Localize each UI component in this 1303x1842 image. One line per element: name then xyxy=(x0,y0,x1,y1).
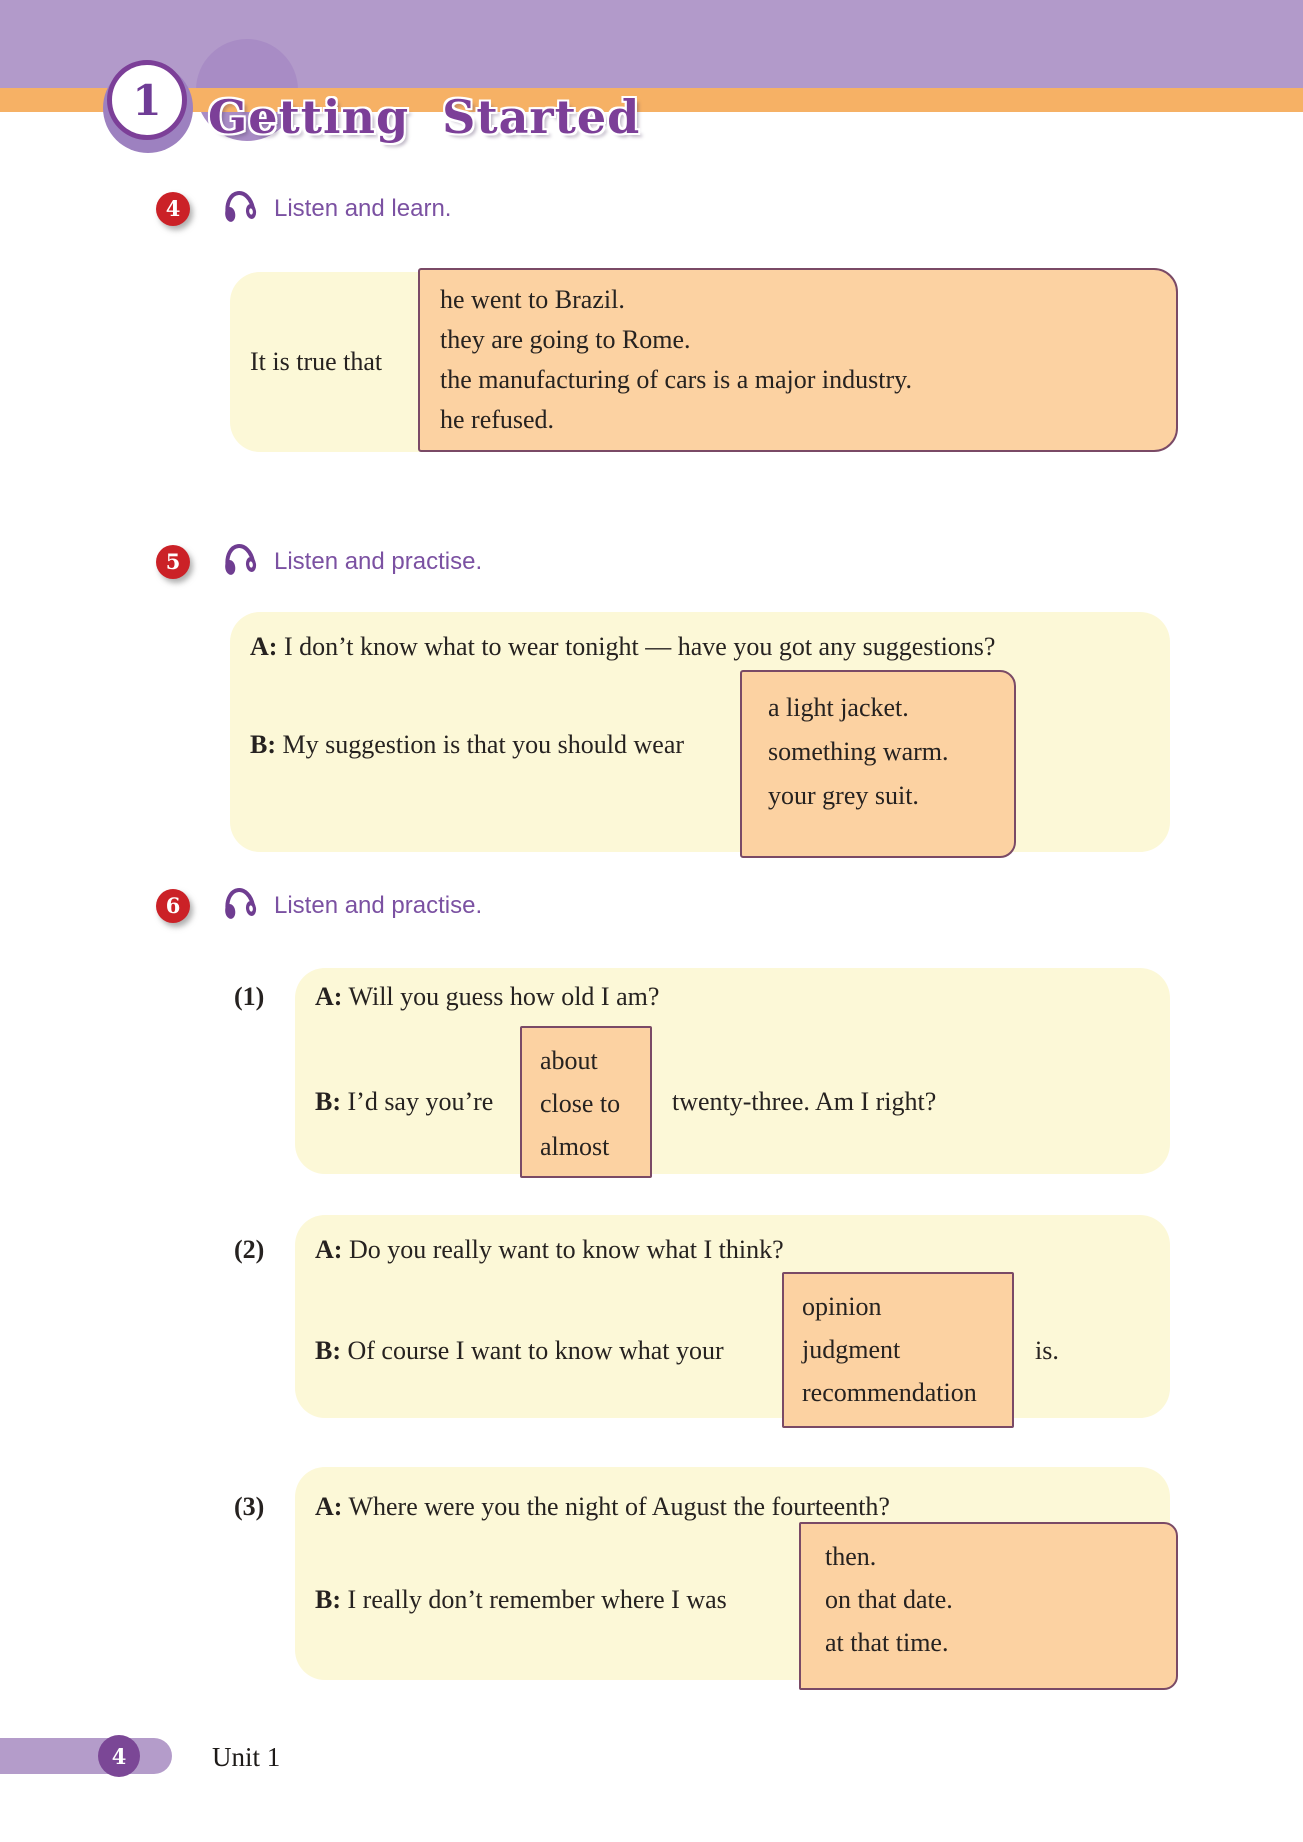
option-line: at that time. xyxy=(825,1628,949,1657)
dialogue3-a-line xyxy=(315,1492,890,1522)
headphones-icon xyxy=(220,541,261,583)
option-line: they are going to Rome. xyxy=(440,325,691,354)
dialogue-number: (2) xyxy=(234,1235,265,1264)
option-line: something warm. xyxy=(768,737,949,766)
speaker-a-label: A: xyxy=(315,1235,343,1264)
option-line: almost xyxy=(540,1132,610,1161)
option-line: about xyxy=(540,1046,598,1075)
speaker-b-label: B: xyxy=(315,1336,341,1365)
dialogue2-b-line xyxy=(315,1336,724,1366)
page-number-badge xyxy=(98,1735,140,1777)
activity5-options-box xyxy=(740,670,1016,858)
option-line: close to xyxy=(540,1089,621,1118)
speaker-b-text: My suggestion is that you should wear xyxy=(282,730,685,759)
option-line: on that date. xyxy=(825,1585,953,1614)
speaker-a-text: I don’t know what to wear tonight — have you got any suggestions? xyxy=(283,632,996,661)
section-6-header xyxy=(156,887,482,924)
header-purple-band xyxy=(0,0,1303,88)
dialogue-number: (1) xyxy=(234,982,265,1011)
option-line: your grey suit. xyxy=(768,781,919,810)
speaker-b-text: I’d say you’re xyxy=(347,1087,494,1116)
section-label: Listen and practise. xyxy=(274,891,483,919)
headphones-icon xyxy=(220,188,261,230)
dialogue1-b-line xyxy=(315,1087,493,1117)
section-number-badge xyxy=(156,545,190,579)
speaker-a-label: A: xyxy=(315,1492,343,1521)
header-orange-stripe xyxy=(0,88,1303,112)
speaker-a-text: Do you really want to know what I think? xyxy=(348,1235,784,1264)
section-5-header xyxy=(156,543,482,580)
dialogue2-options-box xyxy=(782,1272,1014,1428)
option-line: he refused. xyxy=(440,405,555,434)
activity4-options-box xyxy=(418,268,1178,452)
activity5-b-line xyxy=(250,730,684,760)
activity4-lead-text: It is true that xyxy=(250,347,383,376)
footer-unit-label: Unit 1 xyxy=(212,1742,281,1772)
section-number-badge xyxy=(156,889,190,923)
dialogue1-a-line xyxy=(315,982,659,1012)
unit-number: 1 xyxy=(132,75,162,125)
option-line: he went to Brazil. xyxy=(440,285,625,314)
section-number: 5 xyxy=(165,549,181,574)
option-line: judgment xyxy=(802,1335,901,1364)
dialogue-number: (3) xyxy=(234,1492,265,1521)
option-line: opinion xyxy=(802,1292,882,1321)
dialogue3-options-box xyxy=(799,1522,1178,1690)
speaker-b-text: I really don’t remember where I was xyxy=(347,1585,727,1614)
speaker-b-text: Of course I want to know what your xyxy=(347,1336,724,1365)
headphones-icon xyxy=(220,885,261,927)
footer-pill xyxy=(0,1738,172,1774)
section-number: 6 xyxy=(165,893,181,918)
section-number-badge xyxy=(156,192,190,226)
option-line: a light jacket. xyxy=(768,693,909,722)
option-line: recommendation xyxy=(802,1378,977,1407)
speaker-a-text: Will you guess how old I am? xyxy=(348,982,660,1011)
page-number: 4 xyxy=(111,1743,127,1769)
dialogue3-b-line xyxy=(315,1585,727,1615)
dialogue2-after-text: is. xyxy=(1035,1336,1059,1365)
activity4-lead xyxy=(250,272,382,452)
speaker-a-text: Where were you the night of August the fourteenth? xyxy=(348,1492,890,1521)
dialogue1-after-text: twenty-three. Am I right? xyxy=(672,1087,937,1116)
activity5-a-line xyxy=(250,632,995,662)
speaker-a-label: A: xyxy=(315,982,343,1011)
dialogue2-a-line xyxy=(315,1235,784,1265)
speaker-b-label: B: xyxy=(315,1585,341,1614)
option-line: then. xyxy=(825,1542,877,1571)
dialogue1-options-box xyxy=(520,1026,652,1178)
speaker-a-label: A: xyxy=(250,632,278,661)
speaker-b-label: B: xyxy=(315,1087,341,1116)
page-title: Getting Started xyxy=(208,90,641,144)
section-label: Listen and learn. xyxy=(274,194,452,222)
option-line: the manufacturing of cars is a major industry. xyxy=(440,365,912,394)
section-4-header xyxy=(156,190,451,227)
unit-number-badge xyxy=(107,60,187,140)
speaker-b-label: B: xyxy=(250,730,276,759)
section-number: 4 xyxy=(165,196,181,221)
section-label: Listen and practise. xyxy=(274,547,483,575)
